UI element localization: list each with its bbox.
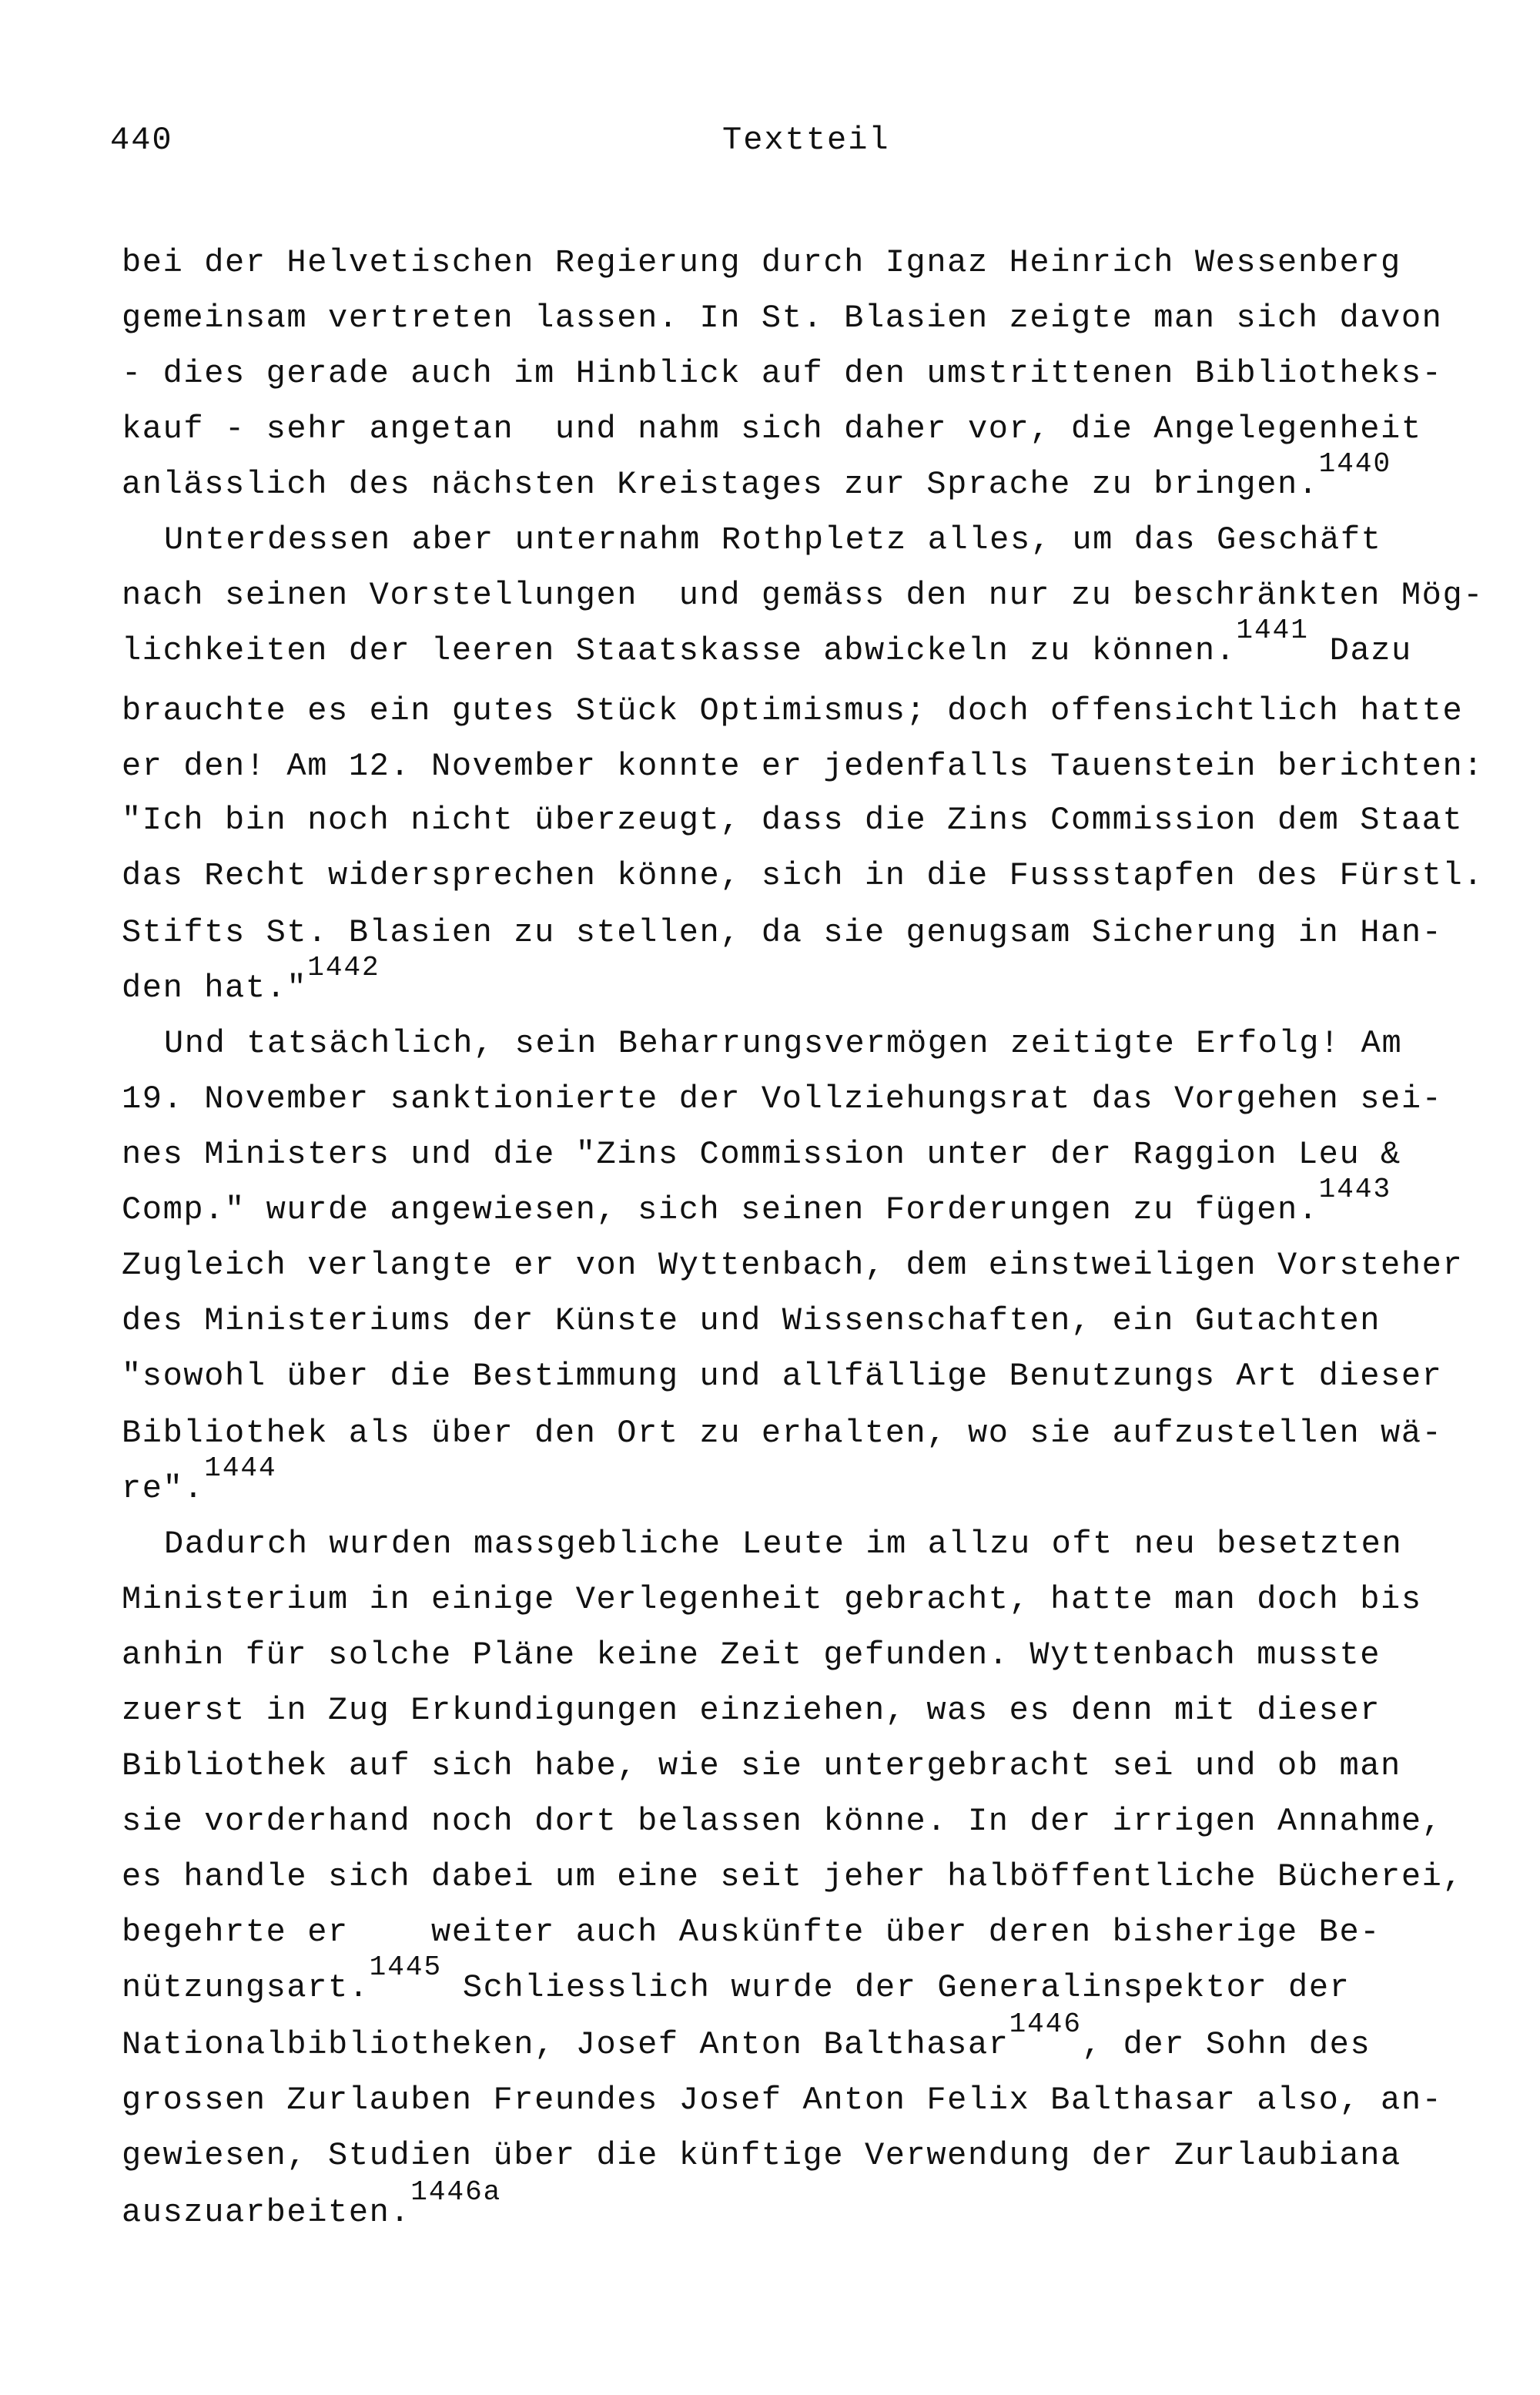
text-line: Unterdessen aber unternahm Rothpletz alles, um das Geschäft — [164, 521, 1382, 558]
text-line: Stifts St. Blasien zu stellen, da sie genugsam Sicherung in Han- — [122, 914, 1443, 951]
footnote-marker: 1446a — [410, 2176, 502, 2208]
text-line: brauchte es ein gutes Stück Optimismus; doch offensichtlich hatte — [122, 692, 1464, 729]
footnote-marker: 1441 — [1236, 615, 1309, 646]
text-line: auszuarbeiten.$^{1446a}$ — [122, 2176, 502, 2231]
text-line: sie vorderhand noch dort belassen könne. In der irrigen Annahme, — [122, 1803, 1443, 1840]
text-line: es handle sich dabei um eine seit jeher halböffentliche Bücherei, — [122, 1858, 1464, 1895]
page-number: 440 — [110, 122, 173, 159]
text-line: re".$^{1444}$ — [122, 1452, 277, 1507]
text-line: begehrte er weiter auch Auskünfte über deren bisherige Be- — [122, 1914, 1381, 1951]
text-line: anlässlich des nächsten Kreistages zur Sprache zu bringen.$^{1440}$ — [122, 448, 1392, 503]
text-line: lichkeiten der leeren Staatskasse abwickeln zu können.$^{1441}$ Dazu — [122, 615, 1412, 669]
text-line: er den! Am 12. November konnte er jedenfalls Tauenstein berichten: — [122, 748, 1485, 785]
text-line: zuerst in Zug Erkundigungen einziehen, was es denn mit dieser — [122, 1692, 1381, 1729]
running-title: Textteil — [722, 122, 890, 159]
text-line: gewiesen, Studien über die künftige Verwendung der Zurlaubiana — [122, 2137, 1401, 2174]
text-line: Bibliothek auf sich habe, wie sie untergebracht sei und ob man — [122, 1747, 1401, 1784]
text-line: Comp." wurde angewiesen, sich seinen Forderungen zu fügen.$^{1443}$ — [122, 1174, 1392, 1228]
text-line: grossen Zurlauben Freundes Josef Anton Felix Balthasar also, an- — [122, 2082, 1443, 2119]
footnote-marker: 1443 — [1318, 1174, 1392, 1205]
footnote-marker: 1446 — [1009, 2008, 1082, 2040]
text-line: nach seinen Vorstellungen und gemäss den nur zu beschränkten Mög- — [122, 577, 1485, 614]
footnote-marker: 1445 — [369, 1951, 443, 1983]
text-line: - dies gerade auch im Hinblick auf den umstrittenen Bibliotheks- — [122, 355, 1443, 392]
text-line: Bibliothek als über den Ort zu erhalten, wo sie aufzustellen wä- — [122, 1415, 1443, 1452]
text-line: "sowohl über die Bestimmung und allfällige Benutzungs Art dieser — [122, 1358, 1443, 1395]
text-line: Dadurch wurden massgebliche Leute im allzu oft neu besetzten — [164, 1526, 1403, 1563]
text-line: das Recht widersprechen könne, sich in die Fussstapfen des Fürstl. — [122, 857, 1485, 894]
text-line: 19. November sanktionierte der Vollziehungsrat das Vorgehen sei- — [122, 1080, 1443, 1117]
text-line: nes Ministers und die "Zins Commission unter der Raggion Leu & — [122, 1136, 1401, 1173]
text-line: Nationalbibliotheken, Josef Anton Balthasar$^{1446}$, der Sohn des — [122, 2008, 1371, 2063]
text-line: kauf - sehr angetan und nahm sich daher vor, die Angelegenheit — [122, 410, 1422, 447]
text-line: bei der Helvetischen Regierung durch Ignaz Heinrich Wessenberg — [122, 244, 1401, 281]
text-line: anhin für solche Pläne keine Zeit gefunden. Wyttenbach musste — [122, 1636, 1381, 1673]
text-line: Ministerium in einige Verlegenheit gebracht, hatte man doch bis — [122, 1581, 1422, 1618]
footnote-marker: 1444 — [204, 1452, 277, 1484]
footnote-marker: 1442 — [307, 952, 380, 983]
text-line: den hat."$^{1442}$ — [122, 952, 380, 1007]
text-line: nützungsart.$^{1445}$ Schliesslich wurde der Generalinspektor der — [122, 1951, 1351, 2006]
text-line: Zugleich verlangte er von Wyttenbach, dem einstweiligen Vorsteher — [122, 1247, 1464, 1284]
text-line: gemeinsam vertreten lassen. In St. Blasien zeigte man sich davon — [122, 300, 1443, 337]
footnote-marker: 1440 — [1318, 448, 1392, 480]
text-line: "Ich bin noch nicht überzeugt, dass die Zins Commission dem Staat — [122, 802, 1464, 839]
text-line: Und tatsächlich, sein Beharrungsvermögen zeitigte Erfolg! Am — [164, 1025, 1403, 1062]
text-line: des Ministeriums der Künste und Wissenschaften, ein Gutachten — [122, 1302, 1381, 1339]
